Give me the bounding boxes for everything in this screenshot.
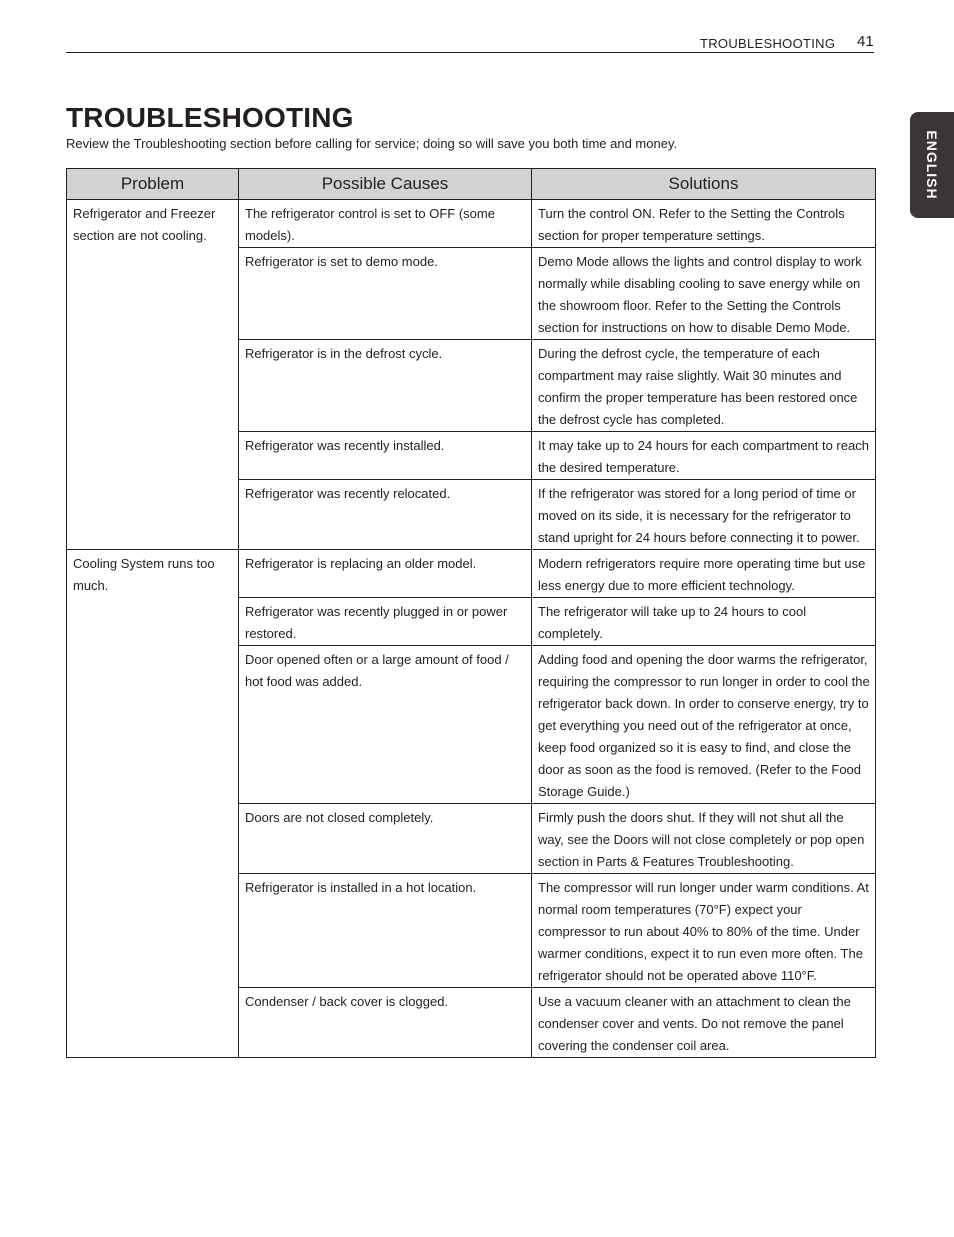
solution-cell: Modern refrigerators require more operating time but use less energy due to more efficient technology. [532, 550, 876, 598]
solution-cell: If the refrigerator was stored for a long period of time or moved on its side, it is necessary for the refrigerator to stand upright for 24 hours before connecting it to power. [532, 480, 876, 550]
solution-cell: Adding food and opening the door warms the refrigerator, requiring the compressor to run longer in order to cool the refrigerator back down. In order to conserve energy, try to get everything you need out of the refrigerator at once, keep food organized so it is easy to find, and close the door as soon as the food is removed. (Refer to the Food Storage Guide.) [532, 646, 876, 804]
problem-cell: Cooling System runs too much. [67, 550, 239, 1058]
cause-cell: The refrigerator control is set to OFF (some models). [239, 200, 532, 248]
cause-cell: Refrigerator is set to demo mode. [239, 248, 532, 340]
solution-cell: The refrigerator will take up to 24 hours to cool completely. [532, 598, 876, 646]
cause-cell: Refrigerator was recently installed. [239, 432, 532, 480]
column-header-solutions: Solutions [532, 169, 876, 200]
troubleshooting-table [66, 168, 876, 1058]
solution-cell: Use a vacuum cleaner with an attachment to clean the condenser cover and vents. Do not remove the panel covering the condenser coil area. [532, 988, 876, 1058]
table-row [67, 550, 876, 598]
intro-text: Review the Troubleshooting section before calling for service; doing so will save you both time and money. [66, 136, 678, 151]
cause-cell: Refrigerator was recently plugged in or power restored. [239, 598, 532, 646]
problem-cell: Refrigerator and Freezer section are not cooling. [67, 200, 239, 550]
table-body [67, 200, 876, 1058]
running-header: TROUBLESHOOTING [700, 36, 836, 51]
column-header-problem: Problem [67, 169, 239, 200]
cause-cell: Condenser / back cover is clogged. [239, 988, 532, 1058]
cause-cell: Refrigerator is installed in a hot location. [239, 874, 532, 988]
column-header-causes: Possible Causes [239, 169, 532, 200]
solution-cell: The compressor will run longer under warm conditions. At normal room temperatures (70°F) expect your compressor to run about 40% to 80% of the time. Under warmer conditions, expect it to run even more often. The refrigerator should not be operated above 110°F. [532, 874, 876, 988]
page-title: TROUBLESHOOTING [66, 102, 354, 133]
cause-cell: Refrigerator is in the defrost cycle. [239, 340, 532, 432]
solution-cell: Turn the control ON. Refer to the Setting the Controls section for proper temperature settings. [532, 200, 876, 248]
solution-cell: During the defrost cycle, the temperature of each compartment may raise slightly. Wait 30 minutes and confirm the proper temperature has been restored once the defrost cycle has completed. [532, 340, 876, 432]
solution-cell: Demo Mode allows the lights and control display to work normally while disabling cooling to save energy while on the showroom floor. Refer to the Setting the Controls section for instructions on how to disable Demo Mode. [532, 248, 876, 340]
table-row [67, 200, 876, 248]
header-rule [66, 52, 874, 53]
cause-cell: Doors are not closed completely. [239, 804, 532, 874]
language-tab [910, 112, 954, 218]
cause-cell: Refrigerator was recently relocated. [239, 480, 532, 550]
language-tab-label: ENGLISH [924, 130, 940, 200]
page-number: 41 [857, 33, 874, 50]
solution-cell: It may take up to 24 hours for each compartment to reach the desired temperature. [532, 432, 876, 480]
cause-cell: Door opened often or a large amount of food / hot food was added. [239, 646, 532, 804]
solution-cell: Firmly push the doors shut. If they will not shut all the way, see the Doors will not close completely or pop open section in Parts & Features Troubleshooting. [532, 804, 876, 874]
table-header-row [67, 169, 876, 200]
cause-cell: Refrigerator is replacing an older model. [239, 550, 532, 598]
